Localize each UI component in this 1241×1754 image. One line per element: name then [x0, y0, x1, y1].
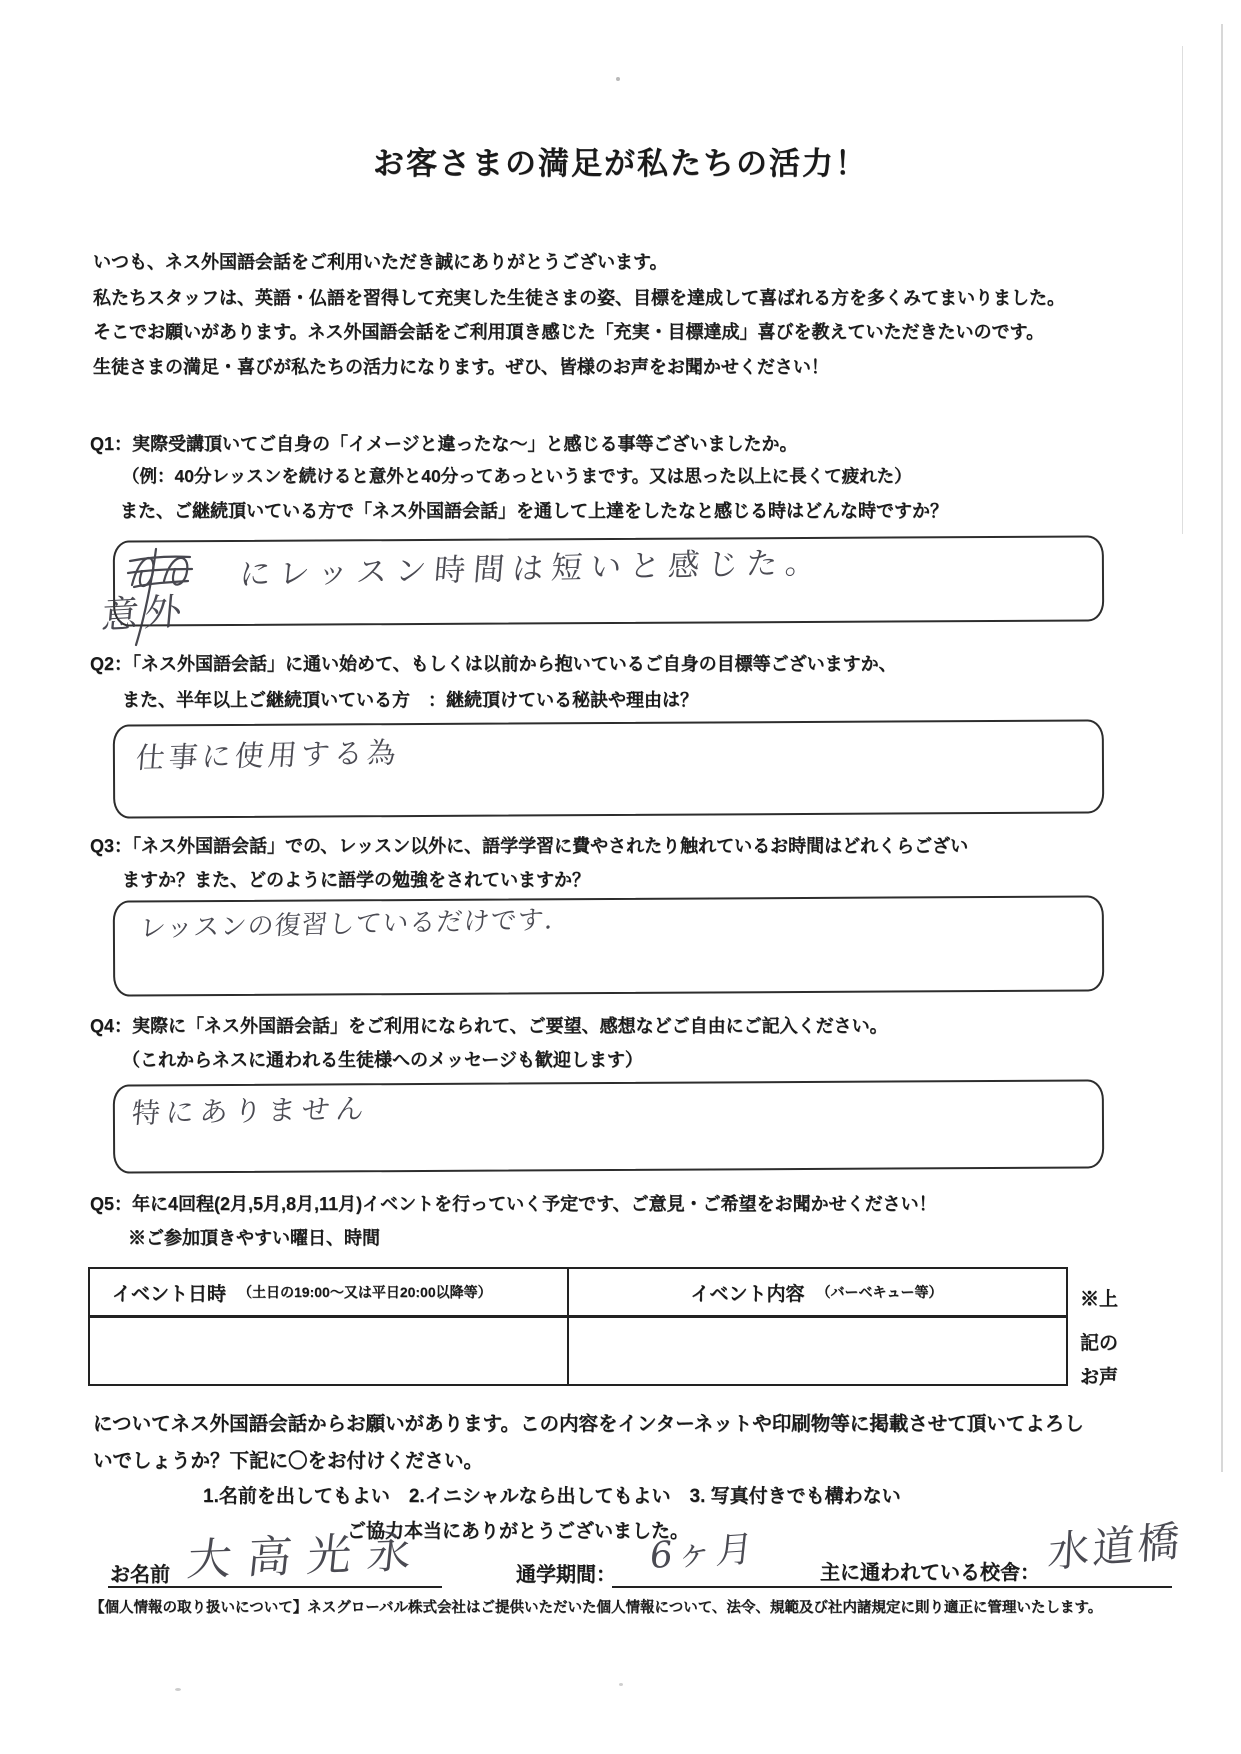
event-table	[88, 1267, 1068, 1386]
q5-label: Q5：年に4回程(2月,5月,8月,11月)イベントを行っていく予定です、ご意見・ご希望をお聞かせください！	[90, 1194, 937, 1214]
q3-label-line1: Q3：「ネス外国語会話」での、レッスン以外に、語学学習に費やされたり触れているお時間はどれくらござい	[90, 836, 969, 856]
name-value: 大高光永	[184, 1526, 431, 1587]
q2-label: Q2：「ネス外国語会話」に通い始めて、もしくは以前から抱いているご自身の目標等ございますか、	[90, 654, 897, 674]
event-table-body-empty-row	[90, 1315, 1066, 1384]
q1-answer-correction: 意外	[99, 589, 190, 638]
intro-line-2: 私たちスタッフは、英語・仏語を習得して充実した生徒さまの姿、目標を達成して喜ばれる方を多くみてまいりました。	[93, 288, 1065, 308]
q2-answer-text: 仕事に使用する為	[134, 735, 402, 776]
q2-subquestion: また、半年以上ご継続頂いている方 ：継続頂けている秘訣や理由は？	[122, 690, 698, 710]
side-note-line-3: お声	[1080, 1367, 1119, 1388]
q1-subquestion: また、ご継続頂いている方で「ネス外国語会話」を通して上達をしたなと感じる時はどんな時ですか？	[120, 501, 948, 521]
q4-label: Q4：実際に「ネス外国語会話」をご利用になられて、ご要望、感想などご自由にご記入ください。	[90, 1016, 888, 1036]
q1-label: Q1：実際受講頂いてご自身の「イメージと違ったな～」と感じる事等ございましたか。	[90, 434, 798, 454]
privacy-footer: 【個人情報の取り扱いについて】ネスグローバル株式会社はご提供いただいた個人情報について、法令、規範及び社内諸規定に則り適正に管理いたします。	[90, 1600, 1103, 1616]
school-label: 主に通われている校舎：	[820, 1562, 1040, 1584]
event-table-col2-header	[567, 1269, 1066, 1315]
name-underline	[108, 1586, 442, 1588]
scan-speck-3	[619, 1683, 623, 1686]
q3-answer-text: レッスンの復習しているだけです.	[138, 905, 555, 945]
event-table-col1-title: イベント日時	[112, 1283, 227, 1305]
q4-subquestion: （これからネスに通われる生徒様へのメッセージも歓迎します）	[122, 1050, 643, 1070]
scan-speck-1	[616, 77, 620, 81]
period-underline	[612, 1586, 830, 1588]
q1-example: （例：40分レッスンを続けると意外と40分ってあっというまです。又は思った以上に長くて疲れた）	[122, 466, 912, 486]
q4-answer-text: 特にありません	[130, 1091, 372, 1131]
event-table-col1-note: （土日の19:00～又は平日20:00以降等）	[238, 1284, 492, 1300]
consent-options: 1.名前を出してもよい 2.イニシャルなら出してもよい 3. 写真付きでも構わない	[203, 1486, 901, 1507]
scan-artifact-line-2	[1221, 24, 1223, 1472]
period-label: 通学期間：	[516, 1564, 616, 1586]
thanks-note: ご協力本当にありがとうございました。	[347, 1521, 690, 1542]
scan-artifact-line-1	[1182, 46, 1183, 534]
page-title: お客さまの満足が私たちの活力！	[373, 146, 868, 181]
q5-subquestion: ※ご参加頂きやすい曜日、時間	[128, 1228, 380, 1248]
period-value: 6ヶ月	[647, 1528, 759, 1578]
event-table-col1-header	[112, 1269, 562, 1315]
event-table-col2-title: イベント内容	[690, 1283, 805, 1305]
event-table-col2-note: （バーベキュー等）	[816, 1284, 943, 1300]
intro-line-4: 生徒さまの満足・喜びが私たちの活力になります。ぜひ、皆様のお声をお聞かせください！	[93, 357, 829, 377]
intro-line-1: いつも、ネス外国語会話をご利用いただき誠にありがとうございます。	[93, 252, 668, 272]
consent-line-1: についてネス外国語会話からお願いがあります。この内容をインターネットや印刷物等に掲載させて頂いてよろし	[93, 1413, 1084, 1435]
side-note-line-2: 記の	[1080, 1333, 1119, 1354]
consent-line-2: いでしょうか？下記に〇をお付けください。	[93, 1450, 484, 1472]
intro-line-3: そこでお願いがあります。ネス外国語会話をご利用頂き感じた「充実・目標達成」喜びを教えていただきたいのです。	[93, 322, 1045, 342]
q1-answer-text: にレッスン時間は短いと感じた。	[238, 544, 826, 594]
q3-label-line2: ますか？また、どのように語学の勉強をされていますか？	[122, 870, 590, 890]
school-value: 水道橋	[1046, 1516, 1184, 1578]
school-underline	[818, 1586, 1172, 1588]
scan-speck-2	[175, 1688, 181, 1691]
name-label: お名前	[110, 1564, 170, 1586]
side-note-line-1: ※上	[1080, 1289, 1119, 1310]
